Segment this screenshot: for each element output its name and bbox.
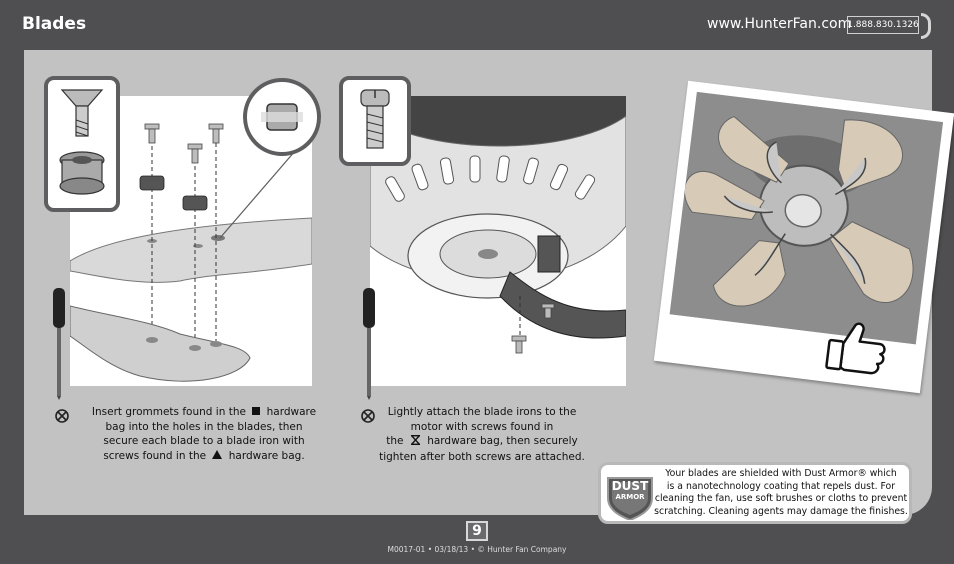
screwdriver-icon xyxy=(358,288,380,400)
instruction-text: bag into the holes in the blades, then xyxy=(105,420,303,433)
instruction-text: tighten after both screws are attached. xyxy=(379,450,585,463)
dust-armor-text xyxy=(654,468,908,518)
square-symbol-icon xyxy=(252,407,260,415)
magnified-grommet-detail xyxy=(243,78,321,156)
hourglass-symbol-icon xyxy=(411,435,420,450)
step-instruction-1 xyxy=(78,405,330,463)
instruction-text: the xyxy=(386,435,404,447)
screw-inset xyxy=(339,76,411,166)
phone-number: 1.888.830.1326 xyxy=(847,16,919,34)
dust-armor-line: scratching. Cleaning agents may damage the finishes. xyxy=(654,505,908,517)
instruction-text: hardware xyxy=(266,406,317,418)
instruction-text: hardware bag, then securely xyxy=(427,435,578,447)
document-code: M0017-01 • 03/18/13 • © Hunter Fan Company xyxy=(387,545,567,554)
dust-armor-badge-sublabel: ARMOR xyxy=(615,493,645,501)
website-link[interactable]: www.HunterFan.com xyxy=(707,16,852,32)
instruction-text: hardware bag. xyxy=(228,449,305,462)
triangle-symbol-icon xyxy=(212,450,222,459)
step-instruction-2 xyxy=(374,405,590,464)
page-number: 9 xyxy=(466,521,488,541)
thumbs-up-icon xyxy=(822,316,892,379)
dust-armor-line: is a nanotechnology coating that repels dust. For xyxy=(666,480,896,492)
instruction-text: Lightly attach the blade irons to the xyxy=(387,406,577,418)
screwdriver-icon xyxy=(48,288,70,400)
phone-bracket-icon xyxy=(921,13,931,39)
dust-armor-badge-label: DUST xyxy=(611,479,649,493)
page-title: Blades xyxy=(22,14,87,34)
instruction-text: motor with screws found in xyxy=(410,420,554,433)
grommet-screw-inset xyxy=(44,76,120,212)
dust-armor-line: Your blades are shielded with Dust Armor® which xyxy=(665,468,897,479)
instruction-text: Insert grommets found in the xyxy=(91,406,246,418)
finished-fan-photo xyxy=(654,81,954,394)
dust-armor-line: cleaning the fan, use soft brushes or cloths to prevent xyxy=(654,493,908,505)
instruction-text: screws found in the xyxy=(103,449,207,462)
caution-icon xyxy=(361,409,375,423)
caution-icon xyxy=(55,409,69,423)
instruction-text: secure each blade to a blade iron with xyxy=(103,435,305,447)
